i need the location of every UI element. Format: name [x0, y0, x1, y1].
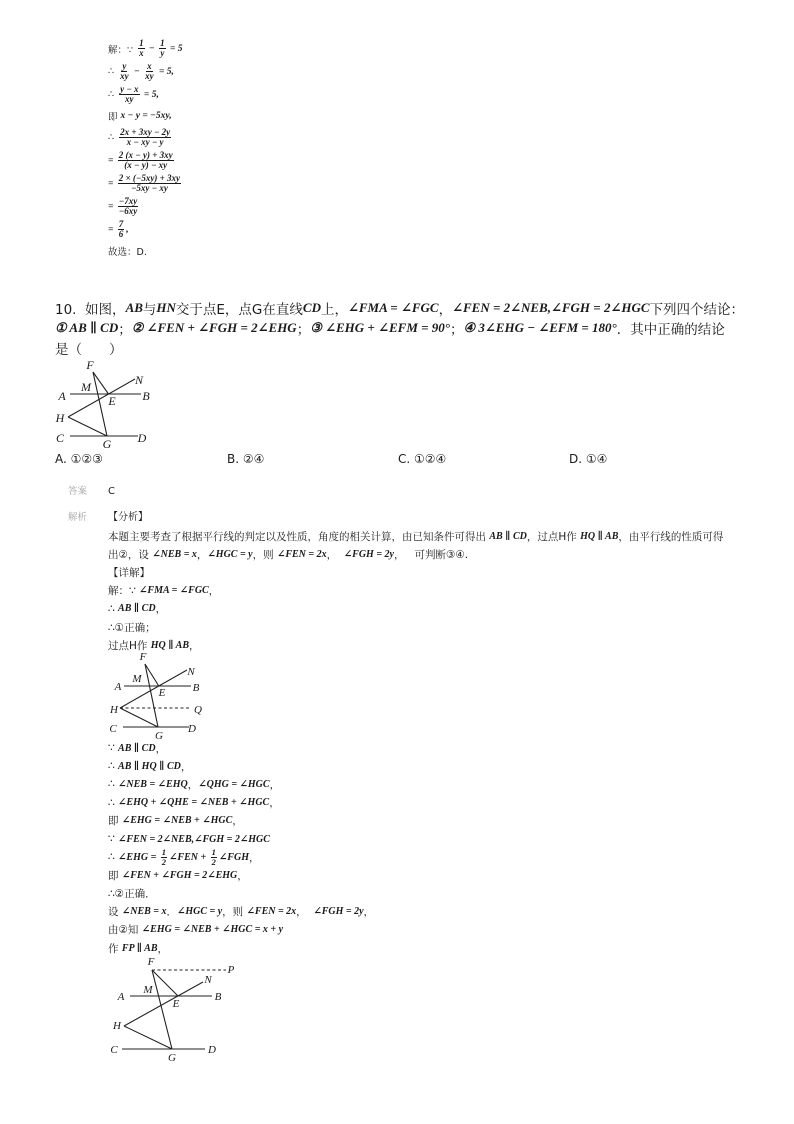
text-run: ，	[196, 548, 208, 561]
math-run: AB ∥ CD	[118, 742, 156, 754]
math-run: ∠FGH = 2y	[343, 548, 394, 560]
analysis-line	[108, 885, 374, 903]
fraction-numerator: 1	[161, 847, 167, 858]
math-run: x − y = −5xy,	[120, 111, 172, 121]
text-run: 作	[108, 942, 122, 955]
label-n: N	[134, 373, 144, 387]
text-run: ，	[189, 639, 200, 652]
label-h: H	[113, 1020, 121, 1032]
math-run: AB	[125, 300, 143, 315]
solution-line	[108, 60, 183, 83]
text-run: ．	[166, 906, 177, 919]
label-d: D	[208, 1044, 216, 1056]
label-g: G	[168, 1052, 176, 1064]
label-n: N	[187, 666, 195, 678]
option-b: B. ②④	[227, 452, 265, 466]
analysis-line	[108, 794, 374, 812]
analysis-line	[108, 921, 374, 939]
fraction-numerator: 2x + 3xy − 2y	[120, 126, 171, 137]
math-run: ∠FEN = 2x	[246, 906, 297, 918]
analysis-line	[108, 866, 374, 884]
analysis-line	[108, 618, 723, 636]
fraction	[138, 39, 145, 59]
analysis-line	[108, 563, 723, 581]
text-run: ；	[449, 322, 464, 338]
label-q: Q	[194, 704, 202, 716]
analysis-line	[108, 582, 723, 600]
fraction	[144, 62, 155, 82]
solution-line	[108, 149, 183, 172]
solution-line	[108, 83, 183, 106]
fraction-denominator: 6	[118, 229, 124, 239]
analysis-line	[108, 545, 723, 563]
text-run: ，	[296, 906, 314, 919]
fraction-denominator: 2	[211, 856, 216, 867]
fraction-denominator: xy	[120, 71, 129, 81]
text-run: 是（ ）	[55, 342, 123, 358]
answer-value: C	[108, 486, 115, 497]
math-run: ∠FEN = 2∠NEB,∠FGH = 2∠HGC	[452, 300, 650, 315]
analysis-label: 解析	[68, 512, 88, 523]
text-run: 即	[108, 112, 121, 123]
math-run: ,	[126, 224, 129, 235]
text-run: 本题主要考查了根据平行线的判定以及性质，角度的相关计算，由已知条件可得出	[108, 530, 490, 543]
fraction-denominator: (x − y) − xy	[124, 160, 168, 170]
math-run: HQ ∥ AB	[580, 530, 619, 542]
math-run: −	[131, 66, 143, 77]
label-f: F	[86, 358, 94, 372]
label-b: B	[214, 991, 222, 1003]
text-run: ，	[269, 778, 281, 791]
fraction-denominator: x	[139, 48, 144, 58]
text-run: ，由平行线的性质可得	[618, 530, 724, 543]
line-hn	[124, 982, 203, 1026]
text-run: 下列四个结论：	[649, 302, 745, 318]
fraction-denominator: x − xy − y	[126, 137, 164, 147]
previous-solution	[108, 37, 183, 261]
solution-line	[108, 126, 183, 149]
label-f: F	[147, 956, 155, 968]
fraction-denominator: y	[160, 48, 165, 58]
text-run: 交于点E，点G在直线	[175, 302, 303, 318]
text-run: ∴	[108, 132, 118, 143]
text-run: ，	[269, 797, 280, 810]
label-g: G	[155, 730, 163, 742]
label-e: E	[108, 394, 116, 408]
fraction	[159, 39, 166, 59]
label-f: F	[139, 651, 147, 663]
fraction-numerator: y − x	[120, 83, 139, 94]
text-run: ∴②正确．	[108, 888, 156, 901]
math-run: ① AB ∥ CD	[55, 320, 119, 335]
math-run: = 5,	[141, 89, 159, 100]
text-run: ∴	[108, 66, 118, 77]
fraction-denominator: xy	[145, 71, 154, 81]
text-run: 出②，设	[108, 548, 153, 561]
math-run: ∠FMA = ∠FGC	[139, 585, 209, 597]
text-run: ∴	[108, 851, 119, 864]
question-stem	[55, 298, 744, 358]
text-run: 即	[108, 869, 122, 882]
solution-line	[108, 195, 183, 218]
label-p: P	[227, 964, 235, 976]
analysis-line	[108, 903, 374, 921]
label-c: C	[110, 1044, 118, 1056]
math-run: ③ ∠EHG + ∠EFM = 90°	[310, 320, 450, 335]
question-line	[55, 298, 744, 318]
text-run: ，	[248, 851, 260, 864]
math-run: ∠NEB = x	[152, 548, 197, 560]
text-run: ，	[237, 869, 248, 882]
label-b: B	[142, 389, 150, 403]
analysis-body	[108, 527, 723, 654]
text-run: 【详解】	[108, 566, 150, 579]
math-run: ∠FGH = 2y	[313, 906, 364, 918]
text-run: ，	[232, 815, 243, 828]
math-run: −	[146, 43, 158, 54]
text-run: ∴①正确；	[108, 621, 156, 634]
math-run: ∠HGC = y	[207, 548, 253, 560]
math-run: HQ ∥ AB	[150, 639, 189, 651]
fraction-denominator: 2	[161, 856, 167, 867]
analysis-figure-hq	[105, 648, 210, 744]
label-m: M	[132, 673, 142, 685]
text-run: ∴	[108, 796, 119, 809]
question-line	[55, 318, 744, 338]
line-hn	[120, 670, 187, 708]
fraction	[118, 174, 181, 194]
analysis-body-continued	[108, 739, 374, 957]
solution-line	[108, 37, 183, 60]
solution-line	[108, 218, 183, 241]
fraction	[119, 62, 130, 82]
math-run: = 5,	[156, 66, 174, 77]
label-m: M	[81, 380, 91, 394]
text-run: ，	[208, 585, 220, 598]
label-c: C	[109, 723, 117, 735]
analysis-figure-fp	[105, 955, 240, 1065]
fraction	[119, 85, 139, 105]
math-run: ∠EHG = ∠NEB + ∠HGC = x + y	[141, 924, 284, 936]
text-run: ，	[438, 302, 453, 318]
math-run: ∠EHG =	[118, 851, 159, 863]
fraction	[119, 128, 171, 148]
label-e: E	[172, 998, 180, 1010]
label-a: A	[114, 681, 122, 693]
math-run: =	[108, 224, 116, 235]
math-run: ∠FMA = ∠FGC	[347, 300, 439, 315]
segment-hg	[120, 708, 158, 727]
fraction	[211, 848, 217, 866]
math-run: =	[108, 155, 116, 166]
label-e: E	[158, 687, 166, 699]
text-run: 上，	[320, 302, 348, 318]
text-run: ，则	[222, 906, 247, 919]
text-run: ， 可判断③④.	[393, 548, 469, 561]
text-run: 即	[108, 815, 122, 828]
math-run: ∠QHG = ∠HGC	[198, 778, 270, 790]
label-d: D	[137, 431, 147, 445]
text-run: 解：∵	[108, 44, 137, 56]
text-run: ；	[118, 322, 132, 338]
text-run: 与	[142, 302, 157, 318]
text-run: ∴	[108, 89, 118, 100]
segment-hg	[68, 417, 107, 436]
text-run: 故选：D.	[108, 247, 147, 258]
math-run: ∠NEB = x	[121, 906, 167, 918]
analysis-line	[108, 757, 374, 775]
text-run: ∵	[108, 742, 119, 755]
math-run: ∠FEN = 2x	[276, 548, 327, 560]
math-run: AB ∥ CD	[118, 603, 156, 615]
math-run: ∠FGH	[218, 851, 249, 863]
fraction-numerator: 1	[160, 37, 165, 48]
fraction-numerator: 7	[118, 218, 124, 229]
option-a: A. ①②③	[55, 452, 103, 466]
fraction-numerator: y	[122, 60, 127, 71]
text-run: ，	[155, 603, 167, 616]
solution-line	[108, 241, 183, 261]
answer-label: 答案	[68, 486, 88, 497]
math-run: ∠FEN + ∠FGH = 2∠EHG	[121, 869, 238, 881]
math-run: ∠NEB = ∠EHQ	[118, 778, 188, 790]
text-run: 10. 如图，	[55, 302, 126, 318]
segment-fg	[152, 970, 172, 1049]
text-run: 设	[108, 906, 122, 919]
text-run: ，则	[252, 548, 277, 561]
text-run: ，	[157, 942, 169, 955]
text-run: ；	[296, 322, 311, 338]
question-figure	[50, 355, 160, 450]
math-run: ∠EHG = ∠NEB + ∠HGC	[121, 815, 233, 827]
label-m: M	[143, 984, 153, 996]
math-run: ∠EHQ + ∠QHE = ∠NEB + ∠HGC	[118, 797, 270, 809]
fraction-numerator: 1	[139, 37, 144, 48]
analysis-tag: 【分析】	[108, 512, 148, 523]
label-g: G	[102, 437, 112, 451]
label-a: A	[58, 389, 66, 403]
math-run: =	[108, 178, 116, 189]
segment-fe	[152, 970, 178, 996]
text-run: 由②知	[108, 924, 142, 937]
text-run: ．其中正确的结论	[616, 322, 725, 338]
math-run: = 5	[167, 43, 183, 54]
label-c: C	[55, 431, 65, 445]
analysis-line	[108, 812, 374, 830]
text-run: ∴	[108, 602, 119, 615]
math-run: AB ∥ CD	[489, 530, 527, 542]
analysis-line	[108, 848, 374, 866]
math-run: ∠FEN +	[169, 851, 209, 863]
label-d: D	[188, 723, 196, 735]
text-run: ，	[187, 778, 199, 791]
fraction	[118, 151, 174, 171]
text-run: ，过点H作	[526, 530, 581, 543]
math-run: =	[108, 201, 116, 212]
solution-line	[108, 172, 183, 195]
text-run: ，	[180, 760, 192, 773]
math-run: ∠HGC = y	[176, 906, 223, 918]
label-h: H	[110, 704, 118, 716]
option-d: D. ①④	[569, 452, 608, 466]
text-run: ，	[326, 548, 344, 561]
math-run: ④ 3∠EHG − ∠EFM = 180°	[463, 320, 617, 335]
math-run: HN	[156, 300, 176, 315]
solution-line	[108, 106, 183, 126]
math-run: ∠FEN = 2∠NEB,∠FGH = 2∠HGC	[118, 833, 270, 845]
analysis-line	[108, 600, 723, 618]
analysis-line	[108, 527, 723, 545]
fraction	[118, 220, 125, 240]
math-run: CD	[302, 300, 321, 315]
option-c: C. ①②④	[398, 452, 447, 466]
text-run: ∴	[108, 760, 119, 773]
fraction	[161, 848, 167, 866]
math-run: FP ∥ AB	[121, 942, 158, 954]
text-run: ，	[363, 906, 375, 919]
fraction-denominator: −5xy − xy	[130, 183, 168, 193]
label-h: H	[55, 411, 65, 425]
text-run: 解：∵	[108, 585, 140, 598]
text-run: ∴	[108, 778, 119, 791]
math-run: AB ∥ HQ ∥ CD	[118, 760, 181, 772]
fraction-numerator: −7xy	[118, 195, 138, 206]
analysis-line	[108, 739, 374, 757]
fraction-numerator: x	[147, 60, 152, 71]
segment-hg	[124, 1026, 172, 1049]
fraction-denominator: xy	[125, 94, 134, 104]
fraction	[118, 197, 138, 217]
fraction-numerator: 2 (x − y) + 3xy	[118, 149, 173, 160]
label-n: N	[204, 974, 212, 986]
text-run: ，	[155, 742, 167, 755]
text-run: 过点H作	[108, 639, 151, 652]
math-run: ② ∠FEN + ∠FGH = 2∠EHG	[131, 320, 297, 335]
fraction-numerator: 1	[211, 847, 216, 858]
analysis-line	[108, 775, 374, 793]
analysis-line	[108, 830, 374, 848]
label-a: A	[117, 991, 125, 1003]
label-b: B	[192, 682, 200, 694]
fraction-denominator: −6xy	[118, 206, 138, 216]
fraction-numerator: 2 × (−5xy) + 3xy	[118, 172, 180, 183]
text-run: ∵	[108, 833, 119, 846]
